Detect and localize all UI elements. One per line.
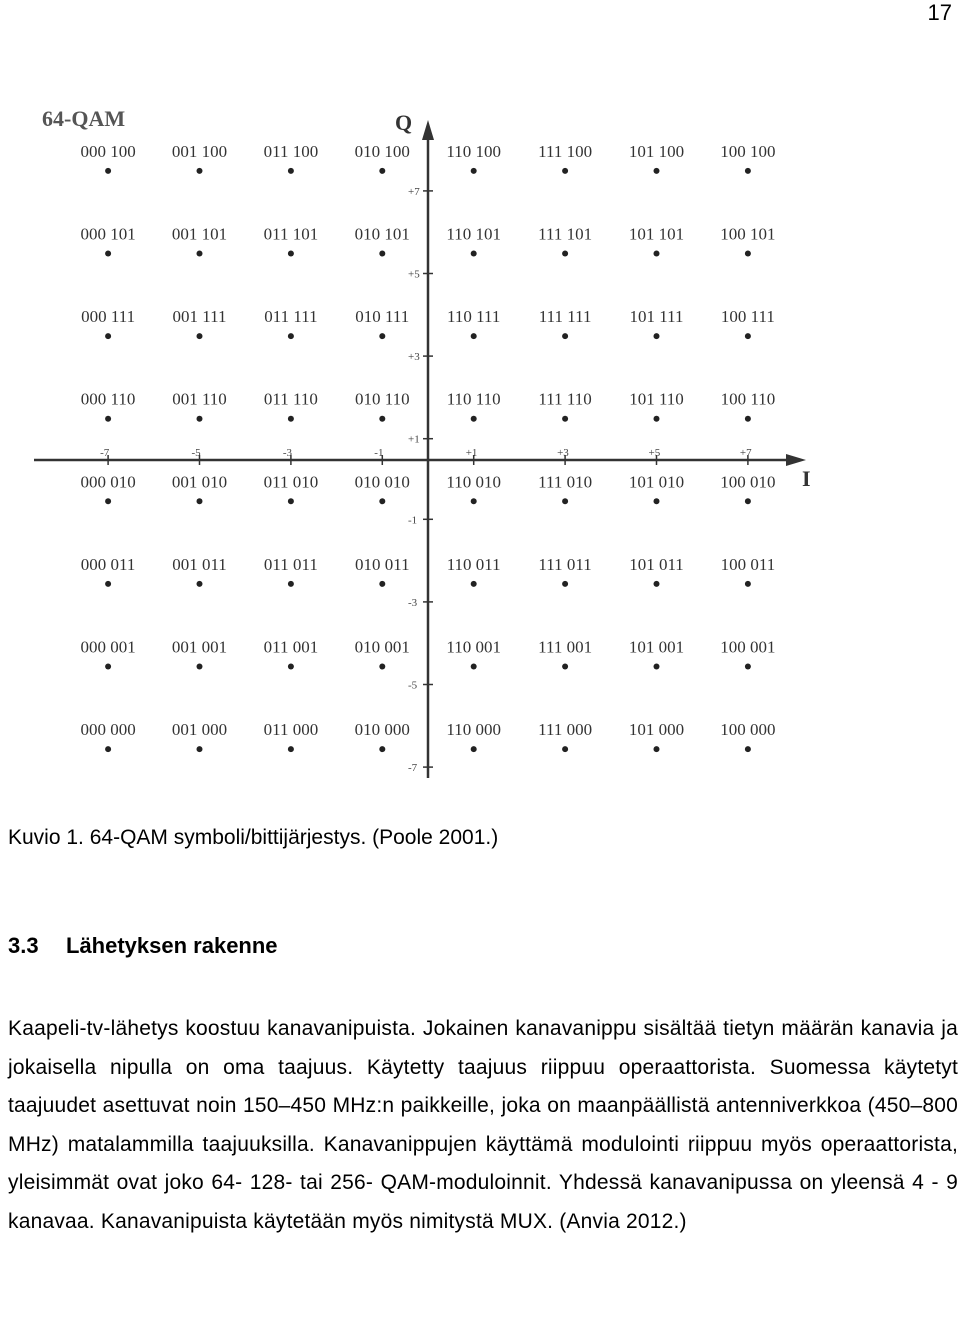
constellation-point [379, 498, 385, 504]
constellation-point [105, 498, 111, 504]
i-tick-label: +5 [648, 447, 661, 459]
point-label: 011 010 [263, 472, 319, 492]
constellation-point [379, 333, 385, 339]
page-number: 17 [927, 0, 952, 25]
constellation-point [654, 416, 660, 422]
constellation-point [471, 498, 477, 504]
point-label: 101 111 [629, 307, 684, 327]
constellation-point [745, 664, 751, 670]
constellation-point [288, 416, 294, 422]
constellation-point [471, 333, 477, 339]
constellation-point [105, 746, 111, 752]
point-label: 100 010 [720, 472, 776, 492]
point-label: 100 111 [720, 307, 775, 327]
q-tick-label: -7 [408, 762, 418, 775]
i-axis-label: I [802, 466, 811, 491]
point-label: 011 000 [263, 720, 319, 740]
i-tick-label: -5 [191, 447, 201, 459]
point-label: 111 110 [538, 389, 592, 409]
point-label: 110 101 [446, 224, 502, 244]
constellation-point [197, 664, 203, 670]
i-tick-label: +7 [739, 447, 752, 459]
constellation-point [288, 168, 294, 174]
constellation-point [379, 251, 385, 257]
q-tick-label: -1 [408, 514, 418, 527]
constellation-point [562, 498, 568, 504]
q-tick-label: -3 [408, 596, 418, 609]
point-label: 001 110 [172, 389, 227, 409]
constellation-point [379, 664, 385, 670]
point-label: 001 001 [171, 637, 228, 657]
constellation-point [471, 416, 477, 422]
constellation-point [562, 416, 568, 422]
constellation-point [654, 251, 660, 257]
point-label: 101 000 [628, 720, 685, 740]
point-label: 101 010 [628, 472, 685, 492]
constellation-point [745, 416, 751, 422]
point-label: 011 100 [263, 141, 319, 161]
constellation-point [197, 746, 203, 752]
point-label: 101 001 [628, 637, 685, 657]
constellation-point [562, 581, 568, 587]
point-label: 001 011 [172, 554, 227, 574]
constellation-point [197, 251, 203, 257]
point-label: 101 011 [629, 554, 684, 574]
point-label: 110 010 [446, 472, 502, 492]
point-label: 010 010 [354, 472, 410, 492]
constellation-point [379, 746, 385, 752]
point-label: 000 111 [81, 307, 136, 327]
constellation-point [745, 746, 751, 752]
constellation-point [654, 746, 660, 752]
i-tick-label: +3 [557, 447, 569, 459]
q-axis-arrow [422, 120, 434, 140]
constellation-point [105, 664, 111, 670]
constellation-point [197, 416, 203, 422]
point-label: 100 011 [720, 554, 776, 574]
point-label: 001 111 [172, 307, 227, 327]
constellation-point [105, 251, 111, 257]
point-label: 011 011 [263, 554, 318, 574]
point-label: 010 001 [354, 637, 410, 657]
figure-title: 64-QAM [42, 106, 126, 131]
point-label: 011 001 [263, 637, 319, 657]
point-label: 111 101 [538, 224, 593, 244]
i-tick-label: -3 [282, 447, 293, 459]
point-label: 100 101 [720, 224, 776, 244]
constellation-point [471, 746, 477, 752]
constellation-point [745, 498, 751, 504]
constellation-point [288, 664, 294, 670]
constellation-point [745, 333, 751, 339]
point-label: 110 011 [446, 554, 501, 574]
constellation-point [288, 251, 294, 257]
constellation-point [654, 581, 660, 587]
section-number: 3.3 [8, 933, 39, 958]
constellation-point [288, 581, 294, 587]
point-label: 000 000 [80, 720, 136, 740]
constellation-point [197, 333, 203, 339]
point-label: 000 100 [80, 141, 136, 161]
point-label: 010 110 [354, 389, 410, 409]
point-label: 011 110 [263, 389, 318, 409]
point-label: 111 111 [538, 307, 592, 327]
constellation-point [654, 168, 660, 174]
q-tick-label: -5 [408, 679, 418, 692]
point-label: 111 100 [538, 141, 593, 161]
point-label: 011 111 [264, 307, 318, 327]
constellation-point [654, 664, 660, 670]
constellation-point [197, 581, 203, 587]
point-label: 000 110 [80, 389, 136, 409]
point-label: 100 001 [720, 637, 776, 657]
q-tick-label: +5 [408, 268, 420, 281]
constellation-point [288, 746, 294, 752]
point-label: 010 011 [354, 554, 410, 574]
point-label: 001 010 [171, 472, 228, 492]
constellation-point [379, 168, 385, 174]
constellation-point [105, 581, 111, 587]
constellation-point [379, 416, 385, 422]
i-tick-label: -7 [100, 447, 110, 459]
constellation-point [471, 581, 477, 587]
i-tick-label: +1 [465, 447, 478, 459]
i-tick-label: -1 [374, 447, 384, 459]
point-label: 110 110 [446, 389, 501, 409]
constellation-point [197, 498, 203, 504]
point-label: 000 001 [80, 637, 136, 657]
constellation-point [288, 498, 294, 504]
point-label: 010 111 [355, 307, 410, 327]
point-label: 101 100 [628, 141, 685, 161]
point-label: 100 000 [720, 720, 776, 740]
section-title: Lähetyksen rakenne [66, 933, 278, 958]
constellation-point [197, 168, 203, 174]
point-label: 010 000 [354, 720, 410, 740]
point-label: 011 101 [263, 224, 319, 244]
point-label: 001 100 [171, 141, 228, 161]
constellation-point [562, 664, 568, 670]
constellation-point [745, 168, 751, 174]
constellation-point [105, 333, 111, 339]
point-label: 100 110 [720, 389, 776, 409]
qam-constellation-figure [0, 88, 960, 788]
constellation-point [105, 168, 111, 174]
section-heading [8, 933, 278, 959]
constellation-point [562, 168, 568, 174]
constellation-point [288, 333, 294, 339]
q-tick-label: +7 [408, 185, 420, 198]
constellation-point [654, 498, 660, 504]
point-label: 111 001 [538, 637, 593, 657]
constellation-point [471, 251, 477, 257]
constellation-point [562, 746, 568, 752]
point-label: 111 000 [538, 720, 593, 740]
point-label: 001 000 [171, 720, 228, 740]
q-tick-label: +3 [408, 351, 420, 364]
point-label: 110 111 [447, 307, 501, 327]
point-label: 010 100 [354, 141, 410, 161]
constellation-point [105, 416, 111, 422]
body-paragraph: Kaapeli-tv-lähetys koostuu kanavanipuista. Jokainen kanavanippu sisältää tietyn määrän kanavia ja jokaisella nipulla on oma taajuus. Käytetty taajuus riippuu operaattorista. Suomessa käytetyt taajuudet asettuvat noin 150–450 MHz:n paikkeille, joka on maanpäällistä antenniverkkoa (450–800 MHz) matalammilla taajuuksilla. Kanavanippujen käyttämä modulointi riippuu myös operaattorista, yleisimmät ovat joko 64- 128- tai 256- QAM-moduloinnit. Yhdessä kanavanipussa on yleensä 4 - 9 kanavaa. Kanavanipuista käytetään myös nimitystä MUX. (Anvia 2012.) [8, 1017, 958, 1233]
constellation-point [654, 333, 660, 339]
figure-caption: Kuvio 1. 64-QAM symboli/bittijärjestys. (Poole 2001.) [8, 826, 499, 849]
constellation-point [562, 251, 568, 257]
i-axis-arrow [786, 454, 806, 466]
constellation-point [471, 168, 477, 174]
constellation-point [471, 664, 477, 670]
point-label: 100 100 [720, 141, 776, 161]
constellation-point [562, 333, 568, 339]
point-label: 000 011 [80, 554, 136, 574]
point-label: 110 000 [446, 720, 502, 740]
constellation-point [745, 581, 751, 587]
q-tick-label: +1 [408, 433, 420, 446]
q-axis-label: Q [395, 110, 413, 135]
point-label: 000 010 [80, 472, 136, 492]
point-label: 010 101 [354, 224, 410, 244]
point-label: 101 110 [629, 389, 684, 409]
qam-constellation-chart [0, 88, 960, 788]
point-label: 101 101 [628, 224, 685, 244]
constellation-point [379, 581, 385, 587]
point-label: 110 100 [446, 141, 502, 161]
point-label: 001 101 [171, 224, 228, 244]
constellation-point [745, 251, 751, 257]
point-label: 111 010 [538, 472, 593, 492]
point-label: 111 011 [538, 554, 592, 574]
point-label: 000 101 [80, 224, 136, 244]
point-label: 110 001 [446, 637, 502, 657]
